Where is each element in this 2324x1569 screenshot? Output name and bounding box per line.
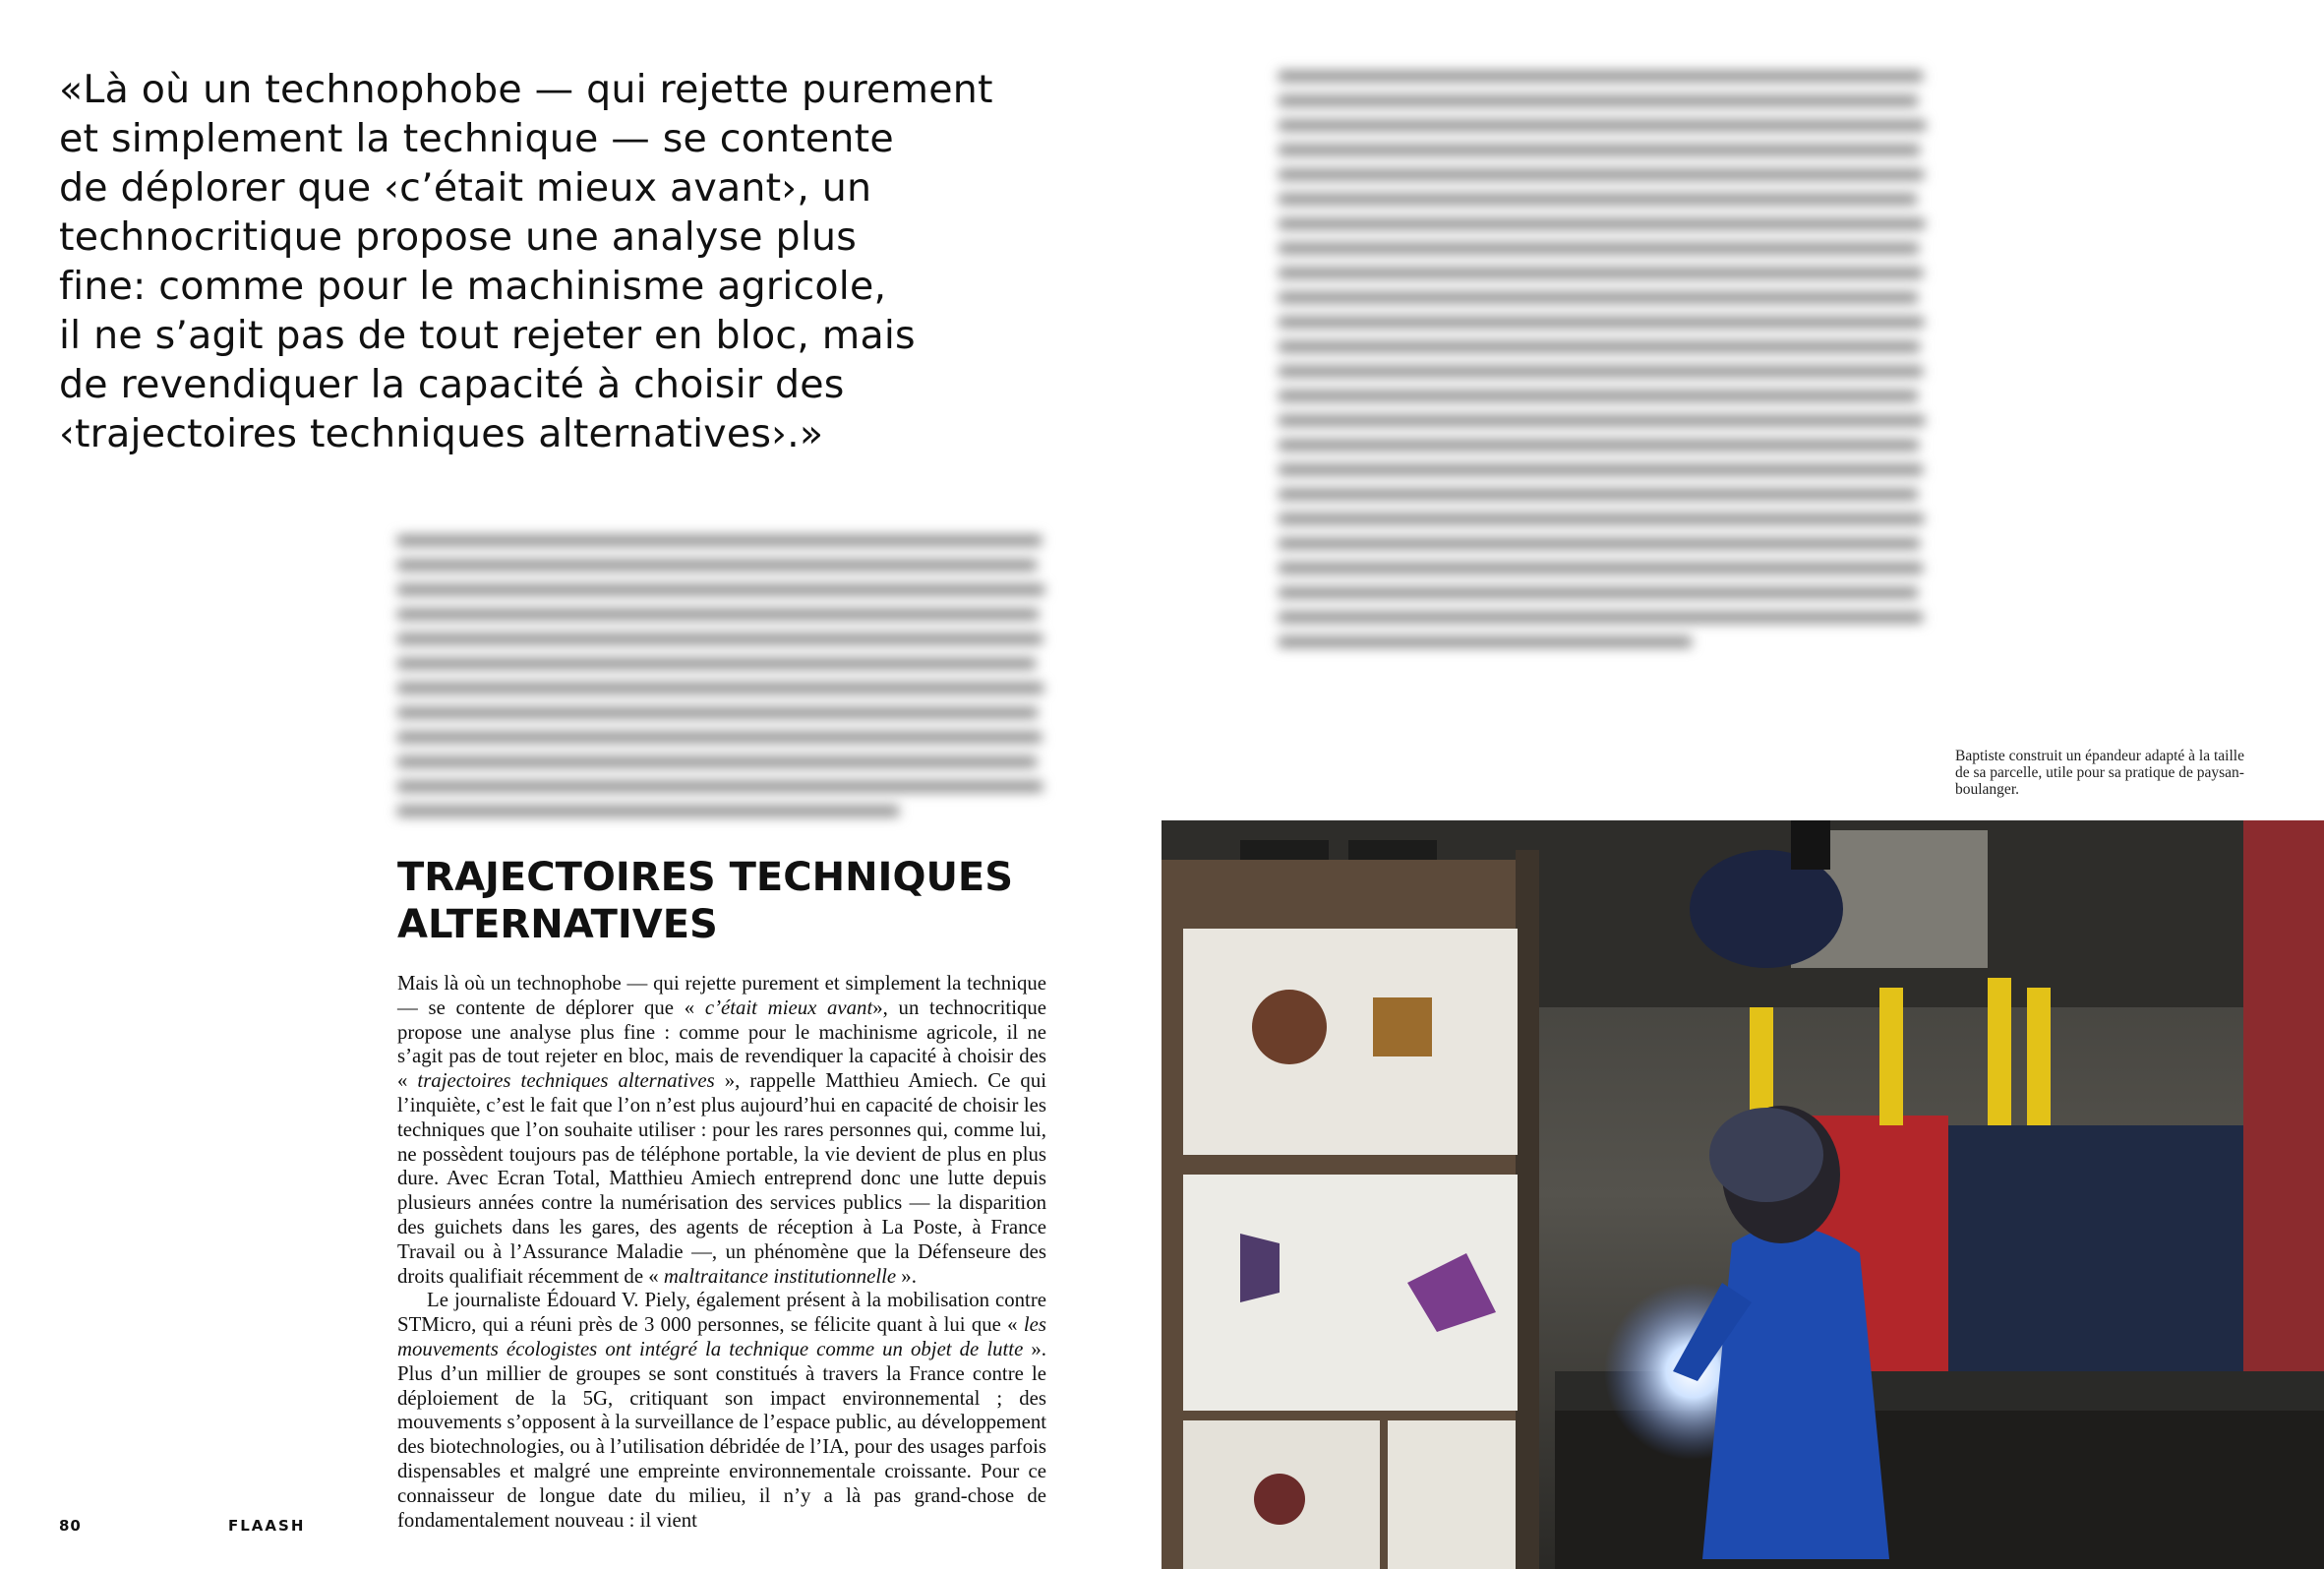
welder-workshop-illustration (1162, 820, 2324, 1569)
section-heading-line: TRAJECTOIRES TECHNIQUES (397, 855, 1014, 900)
pull-quote-line: de revendiquer la capacité à choisir des (59, 362, 845, 407)
blurred-lines (1279, 67, 1928, 657)
article-body (397, 972, 1046, 1533)
pull-quote (59, 65, 1082, 458)
body-text-run: Le journaliste Édouard V. Piely, également présent à la mobilisation contre STMicro, qui a réuni près de 3 000 personnes, se félicite quant à lui que « (397, 1289, 1046, 1337)
body-text-run: », rappelle Matthieu Amiech. Ce qui l’inquiète, c’est le fait que l’on n’est plus aujourd’hui en capacité de choisir les techniques que l’on souhaite utiliser : pour les rares personnes qui, comme lui, ne possèdent toujours pas de téléphone portable, la vie devient de plus en plus dure. Avec Ecran Total, Matthieu Amiech entreprend donc une lutte depuis plusieurs années contre la numérisation des services publics — la disparition des guichets dans les gares, des agents de réception à La Poste, à France Travail ou à l’Assurance Maladie —, un phénomène que la Défenseure des droits qualifiait récemment de « (397, 1069, 1046, 1288)
pull-quote-line: et simplement la technique — se contente (59, 116, 894, 161)
photo-caption: Baptiste construit un épandeur adapté à la taille de sa parcelle, utile pour sa pratique de paysan-boulanger. (1955, 748, 2244, 798)
body-text-run: ». (896, 1264, 917, 1288)
pull-quote-line: fine: comme pour le machinisme agricole, (59, 264, 887, 309)
body-text-run: Mais là où un technophobe — qui rejette purement et simplement la technique — se contente de déplorer que « (397, 972, 1046, 1019)
blurred-lines (397, 531, 1046, 826)
body-italic-run: c’était mieux avant (694, 996, 873, 1019)
body-italic-run: trajectoires techniques alternatives (407, 1069, 715, 1093)
section-heading-line: ALTERNATIVES (397, 902, 718, 947)
body-text-run: », un technocritique propose une analyse plus fine : comme pour le machinisme agricole, il ne s’agit pas de tout rejeter en bloc, mais de revendiquer la capacité à choisir des « (397, 996, 1047, 1093)
blurred-text-block-left (397, 531, 1046, 833)
body-paragraph (397, 972, 1046, 1289)
pull-quote-line: de déplorer que ‹c’était mieux avant›, un (59, 165, 872, 211)
body-text-run: ». Plus d’un millier de groupes se sont constitués à travers la France contre le déploiement de la 5G, critiquant son impact environnemental ; des mouvements s’opposent à la surveillance de l’espace public, au développement des biotechnologies, ou à l’utilisation débridée de l’IA, pour des usages parfois dispensables et malgré une empreinte environnementale croissante. Pour ce connaisseur de longue date du milieu, il n’y a là pas grand-chose de fondamentalement nouveau : il vient (397, 1337, 1046, 1532)
pull-quote-line: «Là où un technophobe — qui rejette purement (59, 67, 993, 112)
page-number: 80 (59, 1517, 82, 1535)
body-paragraph (397, 1289, 1046, 1533)
workshop-photo (1162, 820, 2324, 1569)
body-italic-run: les mouvements écologistes ont intégré la technique comme un objet de lutte (397, 1313, 1046, 1360)
pull-quote-line: technocritique propose une analyse plus (59, 214, 858, 260)
magazine-name: FLAASH (228, 1517, 306, 1535)
pull-quote-line: il ne s’agit pas de tout rejeter en bloc, mais (59, 313, 916, 358)
section-heading (397, 854, 1066, 948)
body-italic-run: maltraitance institutionnelle (658, 1264, 897, 1288)
pull-quote-line: ‹trajectoires techniques alternatives›.» (59, 411, 824, 456)
blurred-text-block-right (1279, 67, 1928, 664)
